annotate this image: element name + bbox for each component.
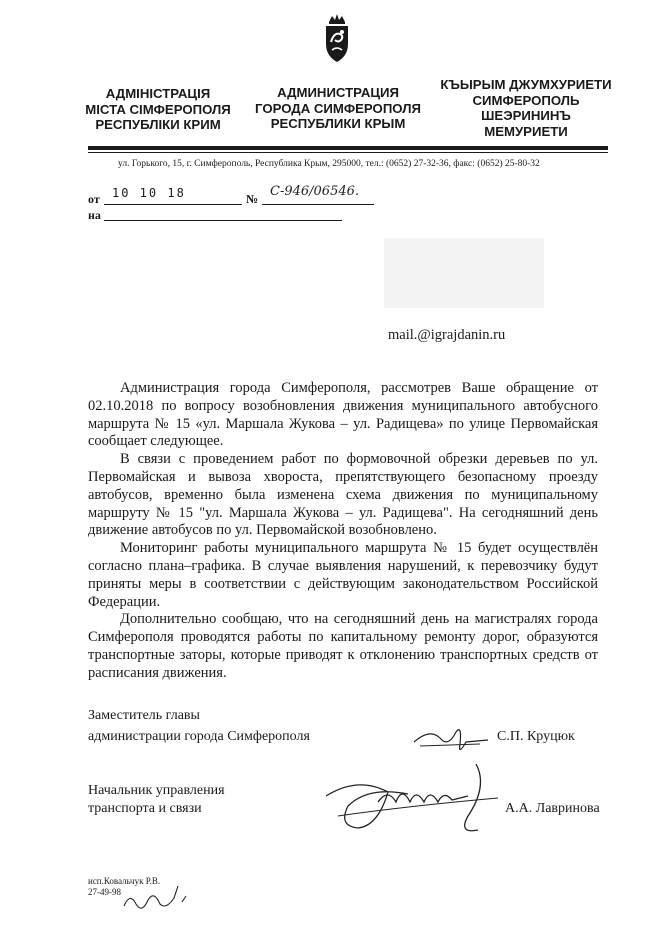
executor-name: исп.Ковальчук Р.В.: [88, 876, 161, 886]
date-underline: [104, 204, 242, 205]
signatory-name: С.П. Круцюк: [497, 729, 575, 744]
coat-of-arms-icon: [322, 12, 352, 64]
signatory-title: администрации города Симферополя: [88, 729, 310, 744]
header-line: РЕСПУБЛИКИ КРЫМ: [270, 116, 406, 131]
from-label: от: [88, 192, 100, 206]
header-russian: [252, 85, 424, 132]
signatory-title: Начальник управления: [88, 783, 225, 798]
recipient-email: mail.@igrajdanin.ru: [388, 327, 506, 343]
body-paragraph: Мониторинг работы муниципального маршрута № 15 будет осуществлён согласно плана–графика. В случае выявления нарушений, к перевозчику будут приняты меры в соответствии с действующим законодательством Российской Федерации.: [88, 540, 598, 610]
header-line: МІСТА СІМФЕРОПОЛЯ: [85, 101, 231, 117]
header-line: МЕМУРИЕТИ: [484, 123, 568, 139]
header-line: ГОРОДА СИМФЕРОПОЛЯ: [255, 100, 421, 116]
header-line: РЕСПУБЛІКИ КРИМ: [95, 117, 221, 132]
executor-signature-icon: [120, 880, 200, 916]
signature-icon: [318, 756, 508, 846]
number-value: С-946/06546.: [270, 184, 360, 199]
body-paragraph: Дополнительно сообщаю, что на сегодняшний день на магистралях города Симферополя проводятся работы по капитальному ремонту дорог, образуются транспортные заторы, которые приводят к отклонению транспортных средств от расписания движения.: [88, 611, 598, 681]
date-value: 10 10 18: [112, 186, 186, 200]
on-underline: [104, 220, 342, 221]
header-line: КЪЫРЫМ ДЖУМХУРИЕТИ: [440, 77, 612, 92]
body-paragraph: В связи с проведением работ по формовочной обрезки деревьев по ул. Первомайская и вывоза хвороста, препятствующего безопасному проезду автобусов, временно была изменена схема движения по муниципальному маршруту № 15 "ул. Маршала Жукова – ул. Радищева". На сегодняшний день движение автобусов по ул. Первомайской возобновлено.: [88, 451, 598, 539]
redacted-recipient: [384, 238, 544, 308]
body-paragraph: Администрация города Симферополя, рассмотрев Ваше обращение от 02.10.2018 по вопросу возобновления движения муниципального автобусного маршрута № 15 «ул. Маршала Жукова – ул. Радищева» по улице Первомайская сообщает следующее.: [88, 380, 598, 450]
address-line: ул. Горького, 15, г. Симферополь, Республика Крым, 295000, тел.: (0652) 27-32-36, факс: (0652) 25-80-32: [118, 159, 540, 169]
signature-icon: [410, 722, 490, 758]
header-line: СИМФЕРОПОЛЬ: [472, 92, 580, 108]
signatory-title: транспорта и связи: [88, 801, 202, 816]
header-line: ШЕЭРИНИНЪ: [481, 108, 571, 123]
on-label: на: [88, 208, 101, 222]
header-line: АДМІНІСТРАЦІЯ: [105, 86, 211, 101]
header-ukrainian: [82, 86, 234, 133]
signatory-name: А.А. Лавринова: [505, 801, 600, 816]
number-label: №: [246, 192, 259, 206]
number-underline: [262, 204, 374, 205]
letter-body: [88, 380, 598, 683]
header-divider-thin: [88, 152, 608, 153]
header-line: АДМИНИСТРАЦИЯ: [277, 85, 399, 100]
executor-phone: 27-49-98: [88, 887, 121, 897]
header-divider: [88, 146, 608, 150]
signatory-title: Заместитель главы: [88, 708, 200, 723]
header-crimean-tatar: [440, 77, 612, 139]
